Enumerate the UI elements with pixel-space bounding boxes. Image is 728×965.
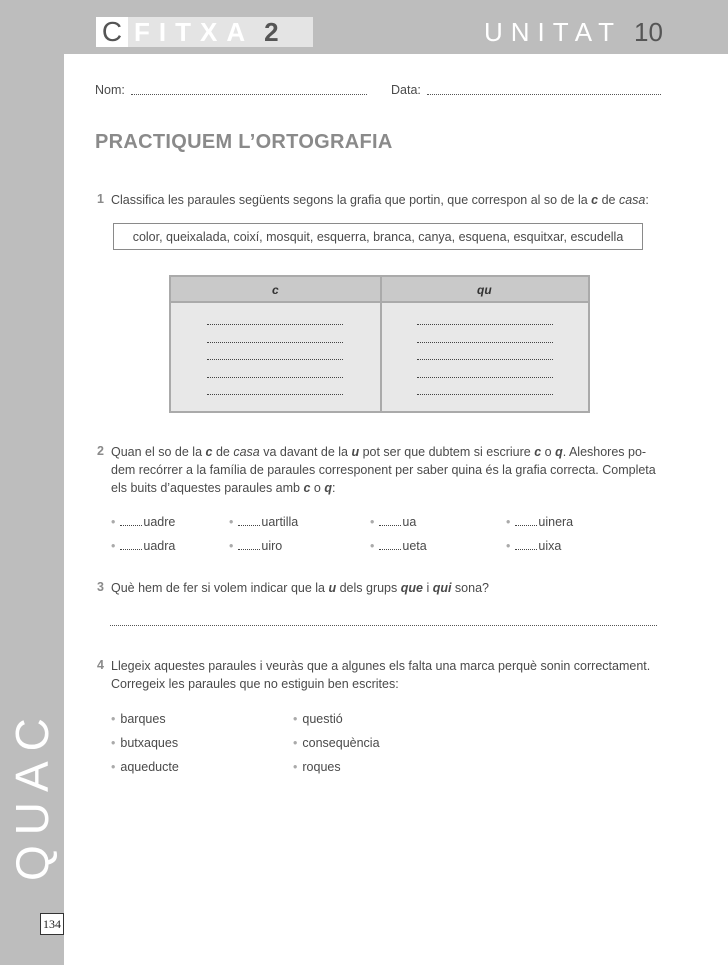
bullet-icon: • [370,539,375,553]
q2-l1-casa: casa [233,445,260,459]
q3-text-b: dels grups [336,581,401,595]
answer-line-c-3[interactable] [207,358,343,360]
q4-line-2: Corregeix les paraules que no estiguin ben escrites: [111,677,399,691]
q2-l3-b: : [331,481,336,495]
q2-l1-d: pot ser que dubtem si escriure [359,445,535,459]
fill-blank[interactable] [120,538,142,550]
bullet-icon: • [111,539,116,553]
fill-blank[interactable] [238,538,260,550]
bullet-icon: • [293,760,298,774]
q2-l1-c: c [205,445,213,459]
fill-blank[interactable] [120,514,142,526]
bullet-icon: • [111,760,116,774]
q2-l1-o: o [541,445,556,459]
q1-text [111,191,649,209]
q1-text-b: de [598,193,619,207]
q2-item-6 [229,538,282,553]
q2-item-8 [506,538,561,553]
q2-item-text: uadre [143,515,176,529]
name-field[interactable] [131,93,367,95]
answer-line-c-4[interactable] [207,376,343,378]
q4-item-text: consequència [302,736,380,750]
q2-item-2 [229,514,298,529]
q4-line-1: Llegeix aquestes paraules i veuràs que a algunes els falta una marca perquè sonin correctament. [111,659,651,673]
bullet-icon: • [293,712,298,726]
q2-item-3 [370,514,416,529]
name-label: Nom: [95,83,125,97]
q4-text [111,657,650,693]
answer-line-c-5[interactable] [207,393,343,395]
q3-que: que [400,581,423,595]
fitxa-number: 2 [264,16,279,47]
bullet-icon: • [506,515,511,529]
q3-text-c: i [422,581,433,595]
date-label: Data: [391,83,421,97]
q2-number: 2 [97,444,104,458]
q3-text-d: sona? [451,581,489,595]
q4-item-2 [293,712,343,726]
answer-line-qu-2[interactable] [417,341,553,343]
q3-u: u [328,581,337,595]
q2-item-5 [111,538,175,553]
col-header-qu: qu [477,283,492,297]
fitxa-badge [96,17,313,47]
answer-line-qu-3[interactable] [417,358,553,360]
q4-item-1 [111,712,166,726]
q2-item-1 [111,514,175,529]
bullet-icon: • [111,515,116,529]
answer-line-qu-5[interactable] [417,393,553,395]
q2-item-4 [506,514,573,529]
q1-text-a: Classifica les paraules següents segons la grafia que portin, que correspon al so de la [111,193,592,207]
q4-number: 4 [97,658,104,672]
fill-blank[interactable] [379,514,401,526]
q1-c: c [591,193,599,207]
bullet-icon: • [370,515,375,529]
q4-item-text: questió [302,712,343,726]
q2-l3-o: o [310,481,325,495]
fitxa-letter: C [96,17,128,47]
fill-blank[interactable] [379,538,401,550]
page-number: 134 [40,913,64,935]
answer-line-c-1[interactable] [207,323,343,325]
q4-item-6 [293,760,341,774]
q4-item-5 [111,760,179,774]
q1-casa: casa [618,193,646,207]
q2-item-text: uixa [538,539,562,553]
unit-number: 10 [634,17,663,47]
date-field[interactable] [427,93,661,95]
bullet-icon: • [506,539,511,553]
fitxa-label: FITXA [134,16,255,47]
page-title: PRACTIQUEM L’ORTOGRAFIA [95,131,393,153]
fill-blank[interactable] [515,514,537,526]
bullet-icon: • [229,515,234,529]
bullet-icon: • [293,736,298,750]
q2-item-7 [370,538,427,553]
q2-item-text: ueta [402,539,427,553]
col-header-c: c [272,283,279,297]
answer-line-qu-1[interactable] [417,323,553,325]
q4-item-text: butxaques [120,736,179,750]
answer-line-c-2[interactable] [207,341,343,343]
q2-line-2: dem recórrer a la família de paraules corresponent per saber quina és la grafia correcta. Completa [111,463,656,477]
answer-line-qu-4[interactable] [417,376,553,378]
q2-l1-e: . Aleshores po- [562,445,647,459]
q3-qui: qui [432,581,452,595]
sidebar-brand-word: QUAC [6,708,58,882]
q1-classification-table [169,275,590,413]
fill-blank[interactable] [515,538,537,550]
table-divider [380,277,382,411]
q2-text [111,443,667,497]
bullet-icon: • [229,539,234,553]
q2-l3-q: q [324,481,332,495]
q2-l1-u: u [351,445,360,459]
q2-l1-q: q [555,445,563,459]
q4-item-3 [111,736,178,750]
q4-item-4 [293,736,380,750]
q4-item-text: barques [120,712,166,726]
q3-text [111,579,489,597]
q2-l1-a: Quan el so de la [111,445,206,459]
q2-line-3 [111,479,667,497]
bullet-icon: • [111,712,116,726]
q4-item-text: aqueducte [120,760,179,774]
q2-l1-cc: c [534,445,542,459]
q2-item-text: uiro [261,539,283,553]
q4-item-text: roques [302,760,341,774]
q1-text-c: : [645,193,649,207]
bullet-icon: • [111,736,116,750]
q2-l1-c2: va davant de la [259,445,352,459]
q2-item-text: uartilla [261,515,299,529]
q3-answer-line[interactable] [110,625,657,626]
q1-word-box: color, queixalada, coixí, mosquit, esquerra, branca, canya, esquena, esquitxar, escudella [113,223,643,250]
q1-number: 1 [97,192,104,206]
q2-item-text: ua [402,515,417,529]
q2-item-text: uadra [143,539,176,553]
unit-label: UNITAT [484,17,623,47]
q3-text-a: Què hem de fer si volem indicar que la [111,581,329,595]
q2-item-text: uinera [538,515,574,529]
fill-blank[interactable] [238,514,260,526]
q2-l1-b: de [212,445,234,459]
q2-l3-c: c [303,481,311,495]
q3-number: 3 [97,580,104,594]
q2-line-1 [111,443,667,461]
q2-l3-a: els buits d’aquestes paraules amb [111,481,304,495]
